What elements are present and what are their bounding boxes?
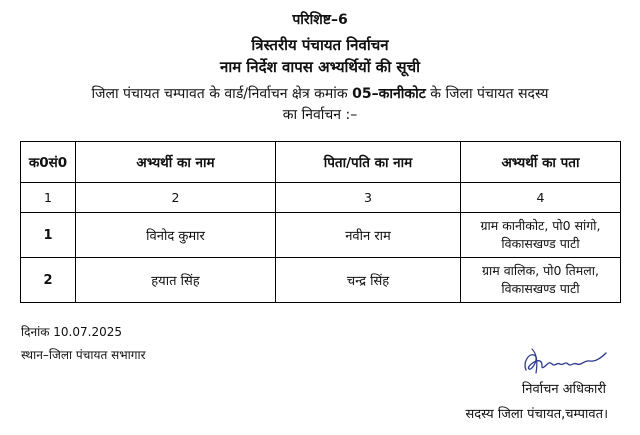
document-place: स्थान–जिला पंचायत सभागार [21,348,146,362]
document-title: त्रिस्तरीय पंचायत निर्वाचन [251,36,389,54]
document-subtitle: नाम निर्देश वापस अभ्यर्थियों की सूची [220,58,420,76]
table-row [21,258,621,303]
column-number-row [21,183,621,213]
column-number: 4 [461,183,621,213]
column-number: 1 [21,183,76,213]
column-header-father: पिता/पति का नाम [276,142,461,183]
candidate-name: विनोद कुमार [76,213,276,258]
table-header-row [21,142,621,183]
candidate-sno: 2 [21,258,76,303]
table-row [21,213,621,258]
candidate-table [20,141,621,303]
ward-name: 05–कानीकोट [352,86,426,102]
candidate-sno: 1 [21,213,76,258]
appendix-label: परिशिष्ट–6 [292,12,348,28]
candidate-address: ग्राम वालिक, पो0 तिमला, विकासखण्ड पाटी [461,258,621,303]
officer-office: सदस्य जिला पंचायत,चम्पावत। [465,407,608,422]
column-header-name: अभ्यर्थी का नाम [76,142,276,183]
document-date: दिनांक 10.07.2025 [21,325,122,339]
candidate-address: ग्राम कानीकोट, पो0 सांगो, विकासखण्ड पाटी [461,213,621,258]
column-number: 2 [76,183,276,213]
description-line-2: का निर्वाचन :– [282,107,358,123]
candidate-father-name: चन्द्र सिंह [276,258,461,303]
column-header-sno: क0सं0 [21,142,76,183]
officer-title: निर्वाचन अधिकारी [521,382,606,397]
officer-signature [520,343,610,377]
candidate-father-name: नवीन राम [276,213,461,258]
column-number: 3 [276,183,461,213]
candidate-name: हयात सिंह [76,258,276,303]
column-header-address: अभ्यर्थी का पता [461,142,621,183]
description-line-1: जिला पंचायत चम्पावत के वार्ड/निर्वाचन क्षेत्र कमांक 05–कानीकोट के जिला पंचायत सदस्य [91,86,549,102]
